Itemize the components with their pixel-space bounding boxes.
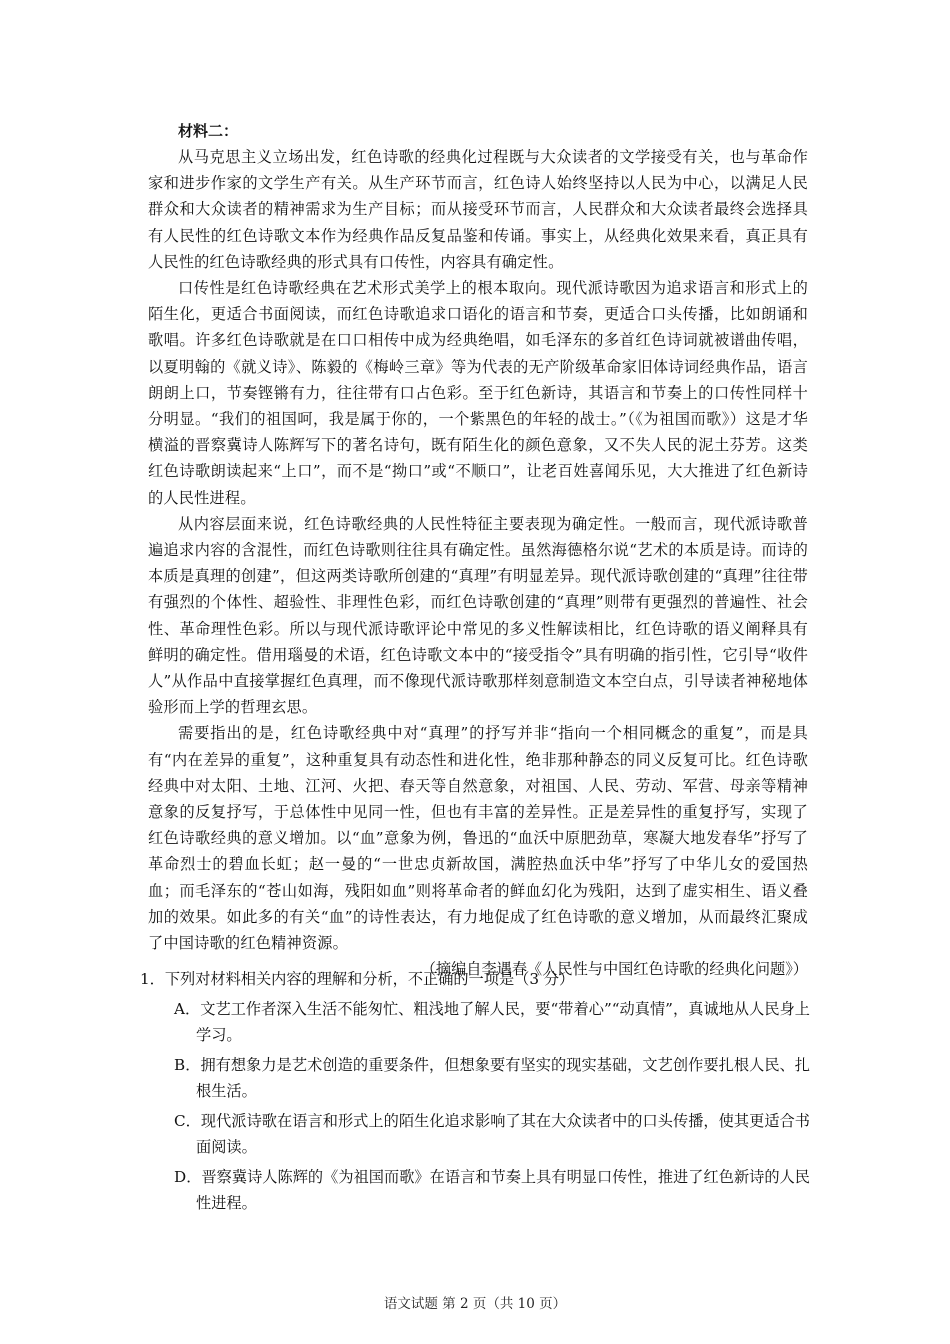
question-stem: 1．下列对材料相关内容的理解和分析，不正确的一项是（3 分） (140, 970, 575, 988)
source-citation: （摘编自李遇春《人民性与中国红色诗歌的经典化问题》） (420, 960, 808, 979)
paragraph-2: 口传性是红色诗歌经典在艺术形式美学上的根本取向。现代派诗歌因为追求语言和形式上的陌生化，更适合书面阅读，而红色诗歌追求口语化的语言和节奏，更适合口头传播，比如朗诵和歌唱。许多红色诗歌就是在口口相传中成为经典绝唱，如毛泽东的多首红色诗词就被谱曲传唱，以夏明翰的《就义诗》、陈毅的《梅岭三章》等为代表的无产阶级革命家旧体诗词经典作品，语言朗朗上口，节奏铿锵有力，往往带有口占色彩。至于红色新诗，其语言和节奏上的口传性同样十分明显。“我们的祖国呵，我是属于你的，一个紫黑色的年轻的战士。”（《为祖国而歌》）这是才华横溢的晋察冀诗人陈辉写下的著名诗句，既有陌生化的颜色意象，又不失人民的泥土芬芳。这类红色诗歌朗读起来“上口”，而不是“拗口”或“不顺口”，让老百姓喜闻乐见，大大推进了红色新诗的人民性进程。 (148, 279, 808, 507)
question-1 (130, 966, 810, 1220)
paragraph-1: 从马克思主义立场出发，红色诗歌的经典化过程既与大众读者的文学接受有关，也与革命作家和进步作家的文学生产有关。从生产环节而言，红色诗人始终坚持以人民为中心，以满足人民群众和大众读者的精神需求为生产目标；而从接受环节而言，人民群众和大众读者最终会选择具有人民性的红色诗歌文本作为经典作品反复品鉴和传诵。事实上，从经典化效果来看，真正具有人民性的红色诗歌经典的形式具有口传性，内容具有确定性。 (148, 148, 808, 271)
paragraph-3: 从内容层面来说，红色诗歌经典的人民性特征主要表现为确定性。一般而言，现代派诗歌普遍追求内容的含混性，而红色诗歌则往往具有确定性。虽然海德格尔说“艺术的本质是诗。而诗的本质是真理的创建”，但这两类诗歌所创建的“真理”有明显差异。现代派诗歌创建的“真理”往往带有强烈的个体性、超验性、非理性色彩，而红色诗歌创建的“真理”则带有更强烈的普遍性、社会性、革命理性色彩。所以与现代派诗歌评论中常见的多义性解读相比，红色诗歌的语义阐释具有鲜明的确定性。借用瑙曼的术语，红色诗歌文本中的“接受指令”具有明确的指引性，它引导“收件人”从作品中直接掌握红色真理，而不像现代派诗歌那样刻意制造文本空白点，引导读者神秘地体验形而上学的哲理玄思。 (148, 514, 808, 717)
paragraph-4: 需要指出的是，红色诗歌经典中对“真理”的抒写并非“指向一个相同概念的重复”，而是具有“内在差异的重复”，这种重复具有动态性和进化性，绝非那种静态的同义反复可比。红色诗歌经典中对太阳、土地、江河、火把、春天等自然意象，对祖国、人民、劳动、军营、母亲等精神意象的反复抒写，于总体性中见同一性，但也有丰富的差异性。正是差异性的重复抒写，实现了红色诗歌经典的意义增加。以“血”意象为例，鲁迅的“血沃中原肥劲草，寒凝大地发春华”抒写了革命烈士的碧血长虹；赵一曼的“一世忠贞新故国，满腔热血沃中华”抒写了中华儿女的爱国热血；而毛泽东的“苍山如海，残阳如血”则将革命者的鲜血幻化为残阳，达到了虚实相生、语义叠加的效果。如此多的有关“血”的诗性表达，有力地促成了红色诗歌的意义增加，从而最终汇聚成了中国诗歌的红色精神资源。 (148, 724, 808, 953)
material-section (148, 118, 808, 989)
material-heading: 材料二： (178, 122, 239, 140)
option-c: C．现代派诗歌在语言和形式上的陌生化追求影响了其在大众读者中的口头传播，使其更适合书面阅读。 (174, 1112, 810, 1156)
option-b: B．拥有想象力是艺术创造的重要条件，但想象要有坚实的现实基础，文艺创作要扎根人民、扎根生活。 (174, 1056, 810, 1100)
option-d: D．晋察冀诗人陈辉的《为祖国而歌》在语言和节奏上具有明显口传性，推进了红色新诗的人民性进程。 (174, 1168, 810, 1212)
option-a: A．文艺工作者深入生活不能匆忙、粗浅地了解人民，要“带着心”“动真情”，真诚地从人民身上学习。 (174, 1000, 810, 1044)
page-footer: 语文试题 第 2 页（共 10 页） (383, 1296, 567, 1312)
